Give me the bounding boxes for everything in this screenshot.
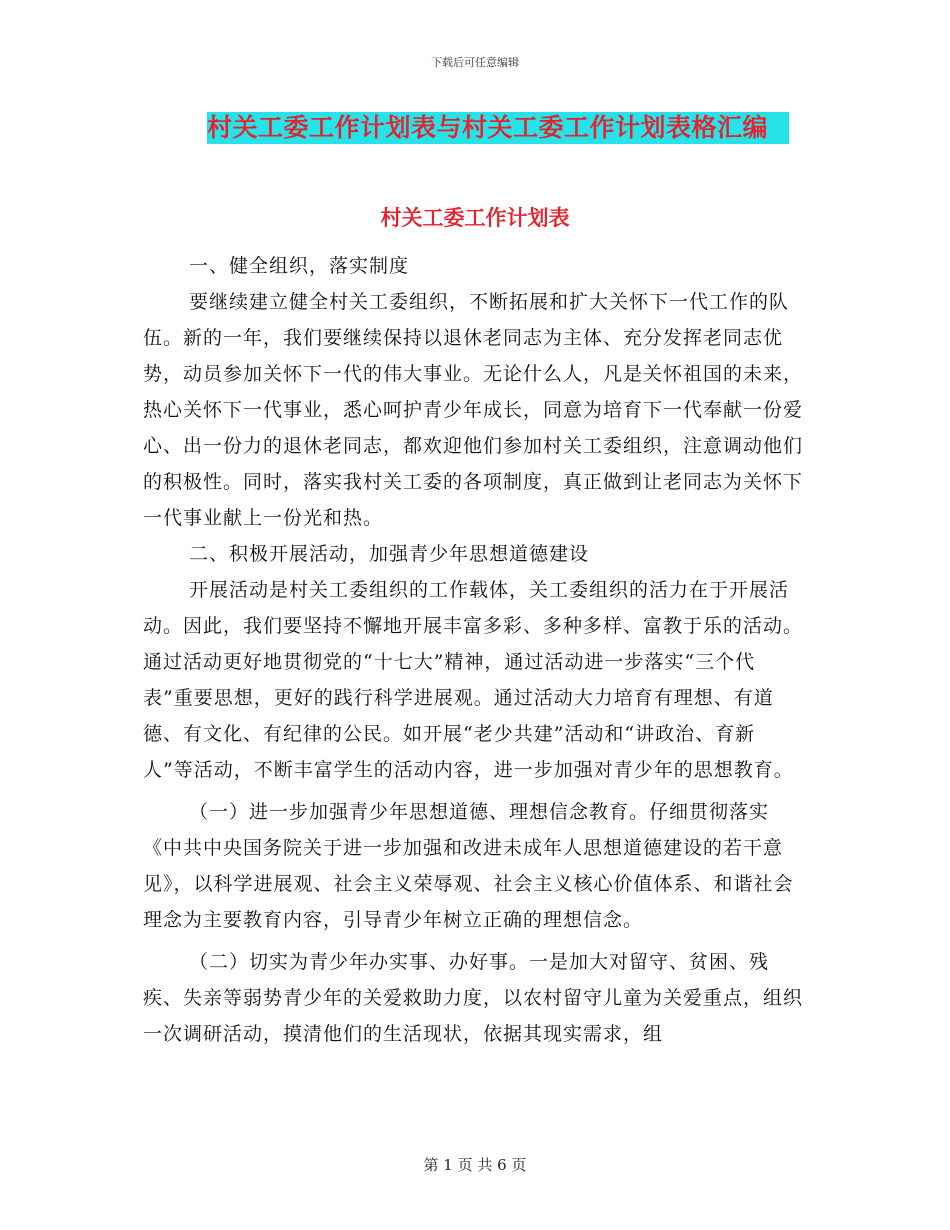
paragraph-3: （一）进一步加强青少年思想道德、理想信念教育。仔细贯彻落实《中共中央国务院关于进一步加强和改进未成年人思想道德建设的若干意见》，以科学进展观、社会主义荣辱观、社会主义核心价值体系、和谐社会理念为主要教育内容，引导青少年树立正确的理想信念。 bbox=[143, 801, 794, 931]
page-number: 第 1 页 共 6 页 bbox=[423, 1156, 527, 1174]
heading-2: 二、积极开展活动，加强青少年思想道德建设 bbox=[189, 543, 590, 565]
paragraph-4: （二）切实为青少年办实事、办好事。一是加大对留守、贫困、残疾、失亲等弱势青少年的关爱救助力度，以农村留守儿童为关爱重点，组织一次调研活动，摸清他们的生活现状，依据其现实需求，组 bbox=[143, 951, 804, 1045]
paragraph-1: 要继续建立健全村关工委组织，不断拓展和扩大关怀下一代工作的队伍。新的一年，我们要继续保持以退休老同志为主体、充分发挥老同志优势，动员参加关怀下一代的伟大事业。无论什么人，凡是关怀祖国的未来，热心关怀下一代事业，悉心呵护青少年成长，同意为培育下一代奉献一份爱心、出一份力的退休老同志，都欢迎他们参加村关工委组织，注意调动他们的积极性。同时，落实我村关工委的各项制度，真正做到让老同志为关怀下一代事业献上一份光和热。 bbox=[143, 291, 804, 529]
header-note: 下载后可任意编辑 bbox=[431, 56, 519, 69]
paragraph-2: 开展活动是村关工委组织的工作载体，关工委组织的活力在于开展活动。因此，我们要坚持不懈地开展丰富多彩、多种多样、富教于乐的活动。通过活动更好地贯彻党的“十七大”精神，通过活动进一步落实“三个代表”重要思想，更好的践行科学进展观。通过活动大力培育有理想、有道德、有文化、有纪律的公民。如开展“老少共建”活动和“讲政治、育新人”等活动，不断丰富学生的活动内容，进一步加强对青少年的思想教育。 bbox=[143, 579, 804, 781]
section-title: 村关工委工作计划表 bbox=[380, 206, 570, 230]
heading-1: 一、健全组织，落实制度 bbox=[189, 255, 410, 277]
document-title: 村关工委工作计划表与村关工委工作计划表格汇编 bbox=[207, 113, 769, 142]
document-body bbox=[143, 248, 803, 1052]
